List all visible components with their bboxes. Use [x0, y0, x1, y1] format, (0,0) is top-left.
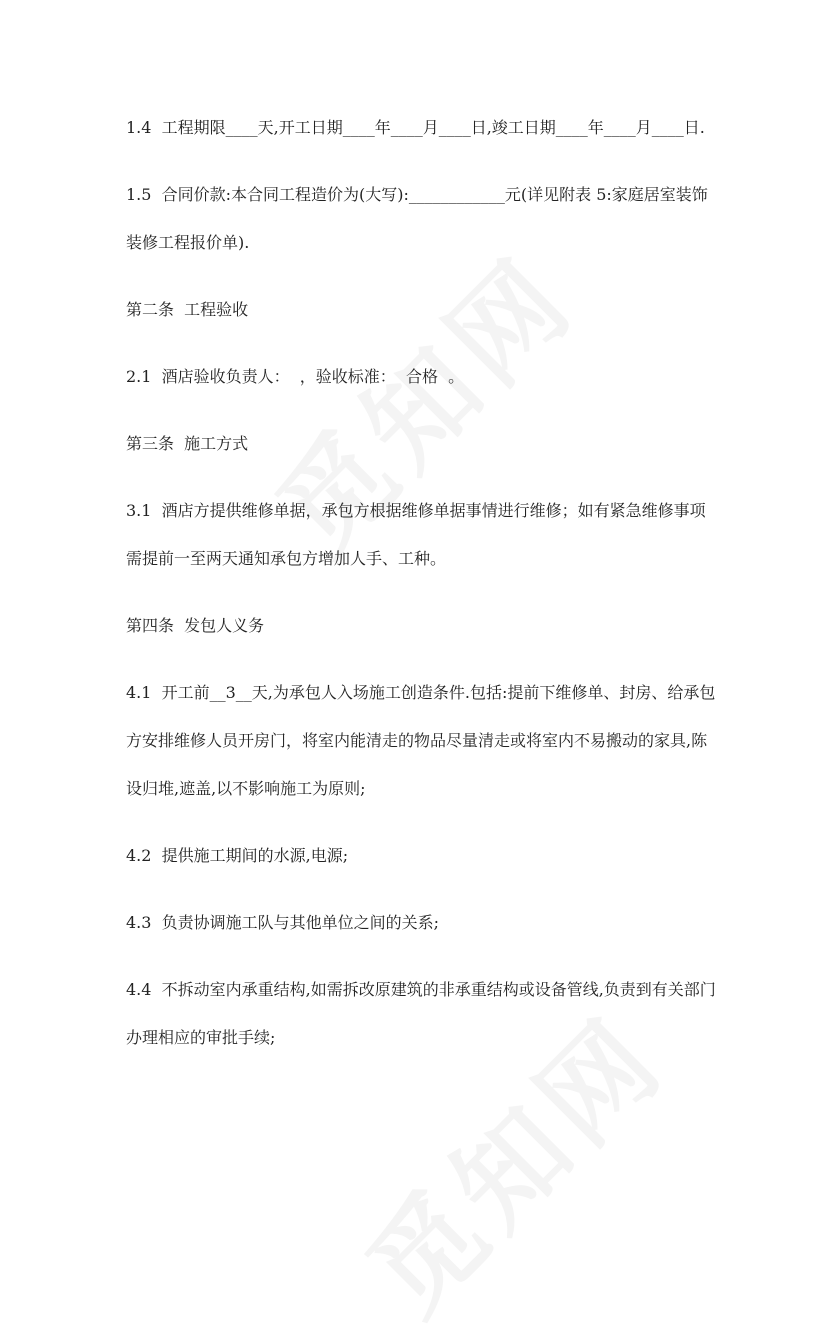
article-4-heading: 第四条 发包人义务	[126, 616, 265, 635]
article-2-heading: 第二条 工程验收	[126, 300, 249, 319]
clause-3-1-construction-method: 3.1 酒店方提供维修单据，承包方根据维修单据事情进行维修；如有紧急维修事项需提前一至两天通知承包方增加人手、工种。	[126, 501, 706, 568]
clause-4-1-preparation: 4.1 开工前__3__天,为承包人入场施工创造条件.包括:提前下维修单、封房、给承包方安排维修人员开房门，将室内能清走的物品尽量清走或将室内不易搬动的家具,陈设归堆,遮盖,以不影响施工为原则;	[126, 683, 716, 798]
clause-1-5-contract-price: 1.5 合同价款:本合同工程造价为(大写):____________元(详见附表 5:家庭居室装饰装修工程报价单).	[126, 185, 708, 252]
clause-1-4-project-period: 1.4 工程期限____天,开工日期____年____月____日,竣工日期____年____月____日.	[126, 118, 705, 137]
clause-4-3-coordination: 4.3 负责协调施工队与其他单位之间的关系;	[126, 913, 440, 932]
clause-4-4-structure: 4.4 不拆动室内承重结构,如需拆改原建筑的非承重结构或设备管线,负责到有关部门办理相应的审批手续;	[126, 980, 716, 1047]
article-3-heading: 第三条 施工方式	[126, 434, 249, 453]
clause-4-2-water-power: 4.2 提供施工期间的水源,电源;	[126, 846, 349, 865]
document-body	[126, 104, 716, 1081]
clause-2-1-acceptance: 2.1 酒店验收负责人： ，验收标准： 合格 。	[126, 367, 465, 386]
